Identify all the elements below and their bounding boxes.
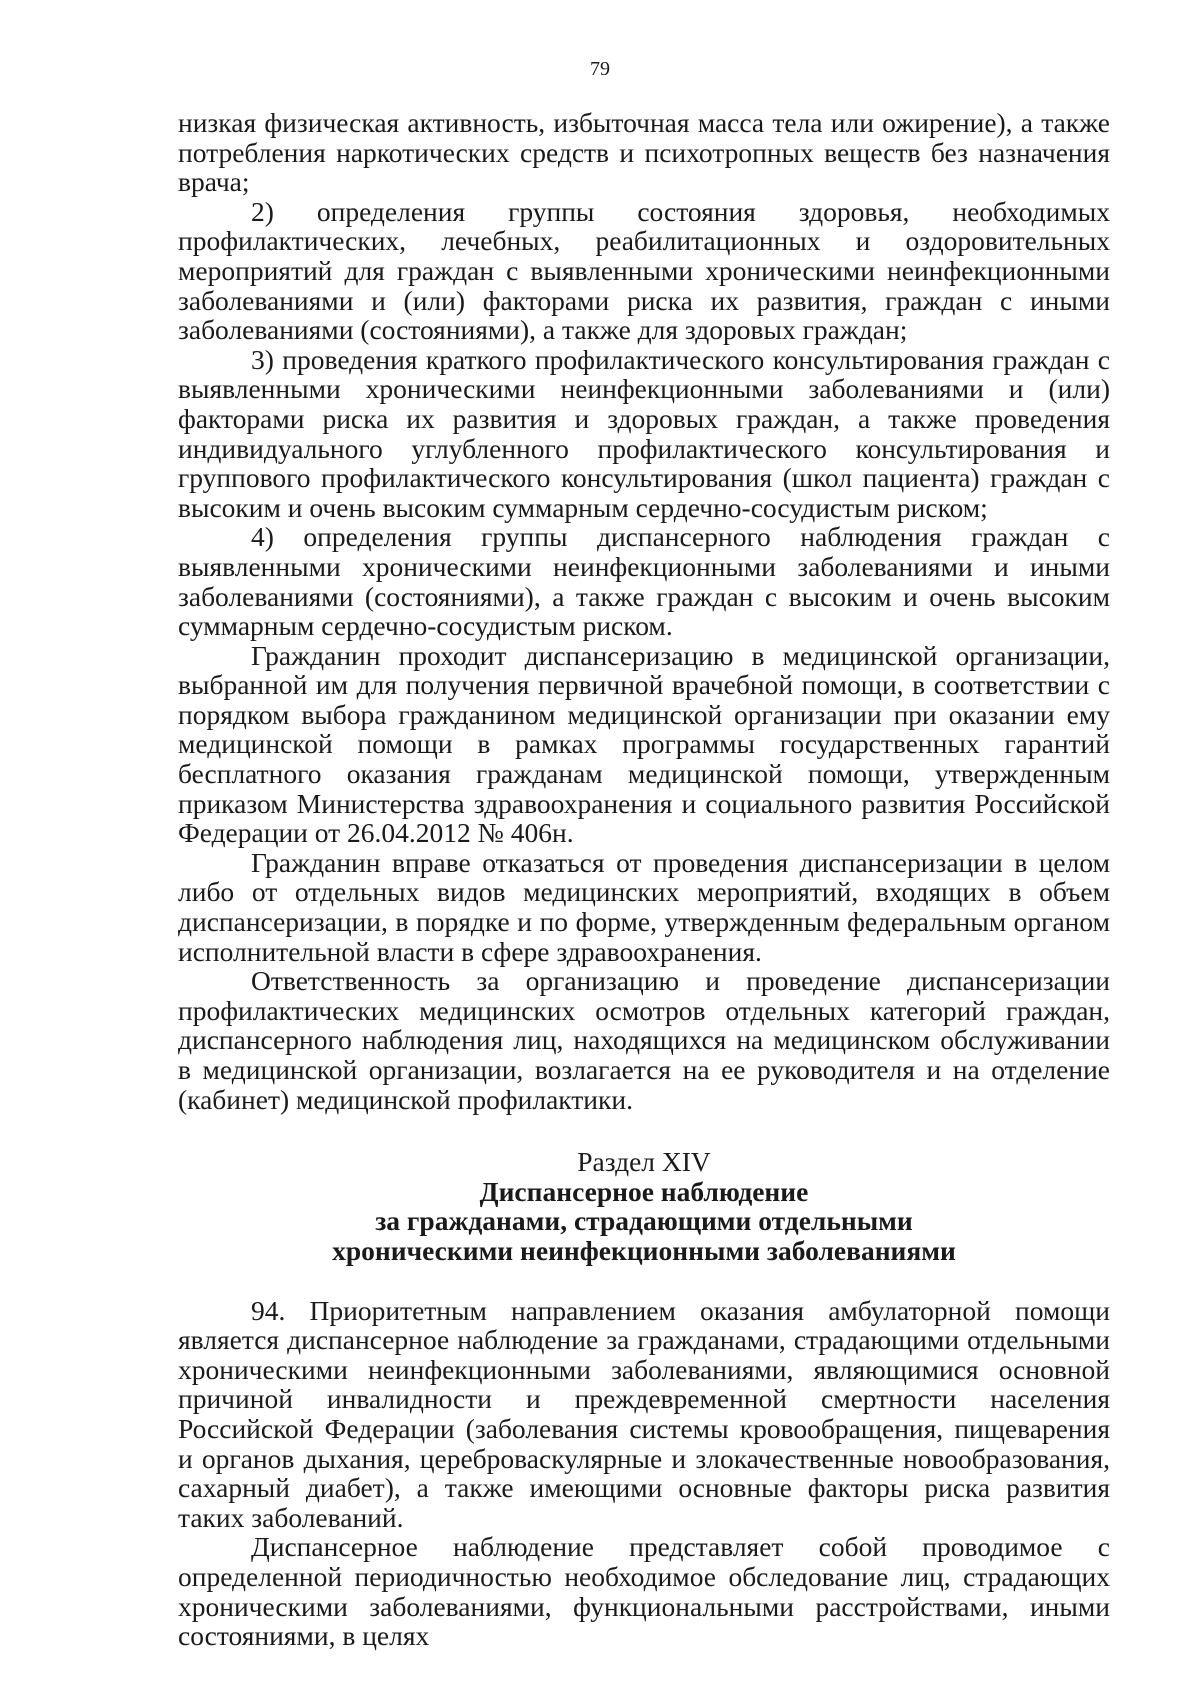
paragraph: Диспансерное наблюдение представляет собой проводимое с определенной периодичностью необходимое обследование лиц, страдающих хроническими заболеваниями, функциональными расстройствами, иными состояниями, в целях [178,1531,1110,1652]
paragraph: 94. Приоритетным направлением оказания амбулаторной помощи является диспансерное наблюдение за гражданами, страдающими отдельными хроническими неинфекционными заболеваниями, являющимися основной причиной инвалидности и преждевременной смертности населения Российской Федерации (заболевания системы кровообращения, пищеварения и органов дыхания, цереброваскулярные и злокачественные новообразования, сахарный диабет), а также имеющими основные факторы риска развития таких заболеваний. [178,1294,1110,1533]
section-label: Раздел XIV [577,1146,711,1178]
paragraph: 2) определения группы состояния здоровья, необходимых профилактических, лечебных, реабилитационных и оздоровительных мероприятий для граждан с выявленными хроническими неинфекционными заболеваниями и (или) факторами риска их развития, граждан с иными заболеваниями (состояниями), а также для здоровых граждан; [178,195,1110,346]
paragraph: 4) определения группы диспансерного наблюдения граждан с выявленными хроническими неинфекционными заболеваниями и иными заболеваниями (состояниями), а также граждан с высоким и очень высоким суммарным сердечно-сосудистым риском. [178,521,1110,642]
paragraph: Гражданин вправе отказаться от проведения диспансеризации в целом либо от отдельных видов медицинских мероприятий, входящих в объем диспансеризации, в порядке и по форме, утвержденным федеральным органом исполнительной власти в сфере здравоохранения. [178,846,1110,967]
paragraph: Ответственность за организацию и проведение диспансеризации профилактических медицинских осмотров отдельных категорий граждан, диспансерного наблюдения лиц, находящихся на медицинском обслуживании в медицинской организации, возлагается на ее руководителя и на отделение (кабинет) медицинской профилактики. [178,965,1110,1115]
section-title-line: Диспансерное наблюдение [479,1175,809,1207]
section-title-line: хроническими неинфекционными заболеваниями [332,1234,956,1266]
section-title-line: за гражданами, страдающими отдельными [375,1205,913,1237]
paragraph: 3) проведения краткого профилактического консультирования граждан с выявленными хроническими неинфекционными заболеваниями и (или) факторами риска их развития и здоровых граждан, а также проведения индивидуального углубленного профилактического консультирования и группового профилактического консультирования (школ пациента) граждан с высоким и очень высоким суммарным сердечно-сосудистым риском; [178,343,1110,523]
paragraph: низкая физическая активность, избыточная масса тела или ожирение), а также потребления наркотических средств и психотропных веществ без назначения врача; [178,107,1110,198]
document-body [178,108,1110,1651]
paragraph: Гражданин проходит диспансеризацию в медицинской организации, выбранной им для получения первичной врачебной помощи, в соответствии с порядком выбора гражданином медицинской организации при оказании ему медицинской помощи в рамках программы государственных гарантий бесплатного оказания гражданам медицинской помощи, утвержденным приказом Министерства здравоохранения и социального развития Российской Федерации от 26.04.2012 № 406н. [178,639,1110,849]
page-number: 79 [590,58,610,80]
section-heading [178,1147,1110,1265]
